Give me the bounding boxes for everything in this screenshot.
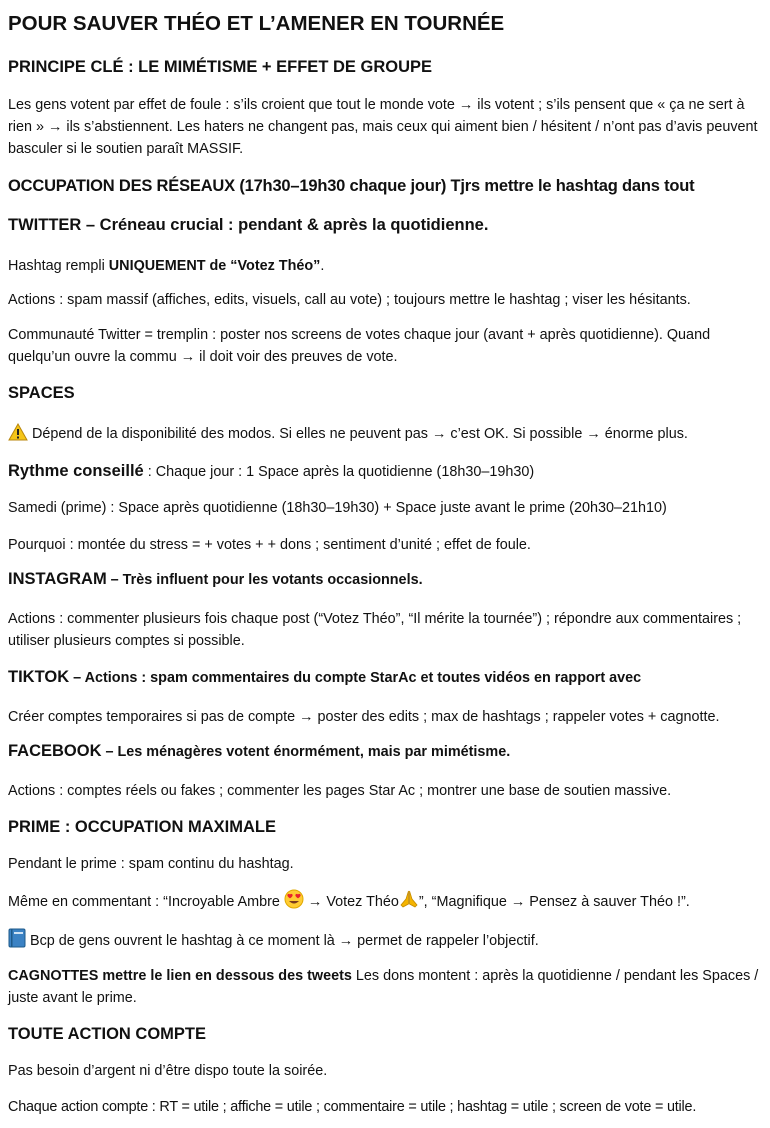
toute-argent: Pas besoin d’argent ni d’être dispo toute la soirée.	[8, 1063, 328, 1079]
document-title: POUR SAUVER THÉO ET L’AMENER EN TOURNÉE	[8, 12, 505, 35]
instagram-sub: – Très influent pour les votants occasionnels.	[106, 572, 423, 588]
tiktok-heading-line	[8, 668, 641, 687]
twitter-communaute: Communauté Twitter = tremplin : poster nos screens de votes chaque jour (avant + après quotidienne). Quand quelqu’un ouvre la commu → il doit voir des preuves de vote.	[8, 327, 711, 365]
spaces-rythme-label: Rythme conseillé	[8, 462, 144, 480]
prime-bcp-text: Bcp de gens ouvrent le hashtag à ce moment là → permet de rappeler l’objectif.	[30, 933, 539, 949]
principe-text: Les gens votent par effet de foule : s’ils croient que tout le monde vote → ils votent ; s’ils pensent que « ça ne sert à rien » → ils s’abstiennent. Les haters ne changent pas, mais ceux qui aiment bien / hésitent / n’ont pas d’avis peuvent basculer si le soutien paraît MASSIF.	[8, 97, 758, 157]
tiktok-label: TIKTOK	[8, 668, 70, 686]
facebook-sub: – Les ménagères votent énormément, mais par mimétisme.	[101, 744, 511, 760]
blue-book-icon	[8, 928, 26, 955]
spaces-warning-text: Dépend de la disponibilité des modos. Si elles ne peuvent pas → c’est OK. Si possible → énorme plus.	[32, 426, 688, 442]
twitter-hashtag-line	[8, 255, 324, 277]
occupation-heading: OCCUPATION DES RÉSEAUX (17h30–19h30 chaque jour) Tjrs mettre le hashtag dans tout	[8, 177, 695, 195]
prime-commentant-a: Même en commentant : “Incroyable Ambre	[8, 894, 284, 910]
praying-hands-emoji-icon	[399, 889, 419, 916]
twitter-hashtag-suffix: .	[320, 258, 325, 274]
instagram-heading-line	[8, 570, 423, 589]
facebook-label: FACEBOOK	[8, 742, 102, 760]
twitter-hashtag-bold: UNIQUEMENT de “Votez Théo”	[108, 258, 321, 274]
toute-heading: TOUTE ACTION COMPTE	[8, 1025, 206, 1043]
facebook-heading-line	[8, 742, 510, 761]
cagnottes-bold2: mettre le lien en dessous des tweets	[98, 968, 352, 984]
spaces-heading: SPACES	[8, 384, 75, 402]
prime-commentant-line	[8, 889, 690, 916]
prime-heading: PRIME : OCCUPATION MAXIMALE	[8, 818, 276, 836]
spaces-pourquoi: Pourquoi : montée du stress = + votes + + dons ; sentiment d’unité ; effet de foule.	[8, 537, 531, 553]
prime-commentant-c: ”, “Magnifique → Pensez à sauver Théo !”.	[418, 894, 690, 910]
toute-chaque: Chaque action compte : RT = utile ; affiche = utile ; commentaire = utile ; hashtag = utile ; screen de vote = utile.	[8, 1099, 697, 1115]
spaces-samedi: Samedi (prime) : Space après quotidienne (18h30–19h30) + Space juste avant le prime (20h30–21h10)	[8, 500, 667, 516]
instagram-actions: Actions : commenter plusieurs fois chaque post (“Votez Théo”, “Il mérite la tournée”) ; répondre aux commentaires ; utiliser plusieurs comptes si possible.	[8, 611, 742, 649]
twitter-hashtag-prefix: Hashtag rempli	[8, 258, 109, 274]
twitter-actions: Actions : spam massif (affiches, edits, visuels, call au vote) ; toujours mettre le hashtag ; viser les hésitants.	[8, 292, 691, 308]
prime-bcp-line	[8, 928, 539, 955]
spaces-rythme-text: : Chaque jour : 1 Space après la quotidienne (18h30–19h30)	[143, 464, 535, 480]
tiktok-sub: – Actions : spam commentaires du compte StarAc et toutes vidéos en rapport avec	[69, 670, 642, 686]
principe-heading: PRINCIPE CLÉ : LE MIMÉTISME + EFFET DE GROUPE	[8, 58, 432, 76]
prime-commentant-b: → Votez Théo	[303, 894, 399, 910]
cagnottes-paragraph	[8, 965, 760, 1009]
cagnottes-text: Les dons montent : après la quotidienne / pendant les Spaces / juste avant le prime.	[8, 968, 759, 1006]
warning-icon	[8, 423, 28, 448]
heart-eyes-emoji-icon	[284, 889, 304, 916]
spaces-rythme-line	[8, 460, 534, 483]
cagnottes-bold: CAGNOTTES	[8, 968, 99, 984]
instagram-label: INSTAGRAM	[8, 570, 107, 588]
prime-pendant: Pendant le prime : spam continu du hashtag.	[8, 856, 294, 872]
facebook-text: Actions : comptes réels ou fakes ; commenter les pages Star Ac ; montrer une base de soutien massive.	[8, 783, 672, 799]
tiktok-text: Créer comptes temporaires si pas de compte → poster des edits ; max de hashtags ; rappeler votes + cagnotte.	[8, 709, 720, 725]
spaces-warning-line	[8, 423, 688, 448]
twitter-heading: TWITTER – Créneau crucial : pendant & après la quotidienne.	[8, 216, 489, 234]
